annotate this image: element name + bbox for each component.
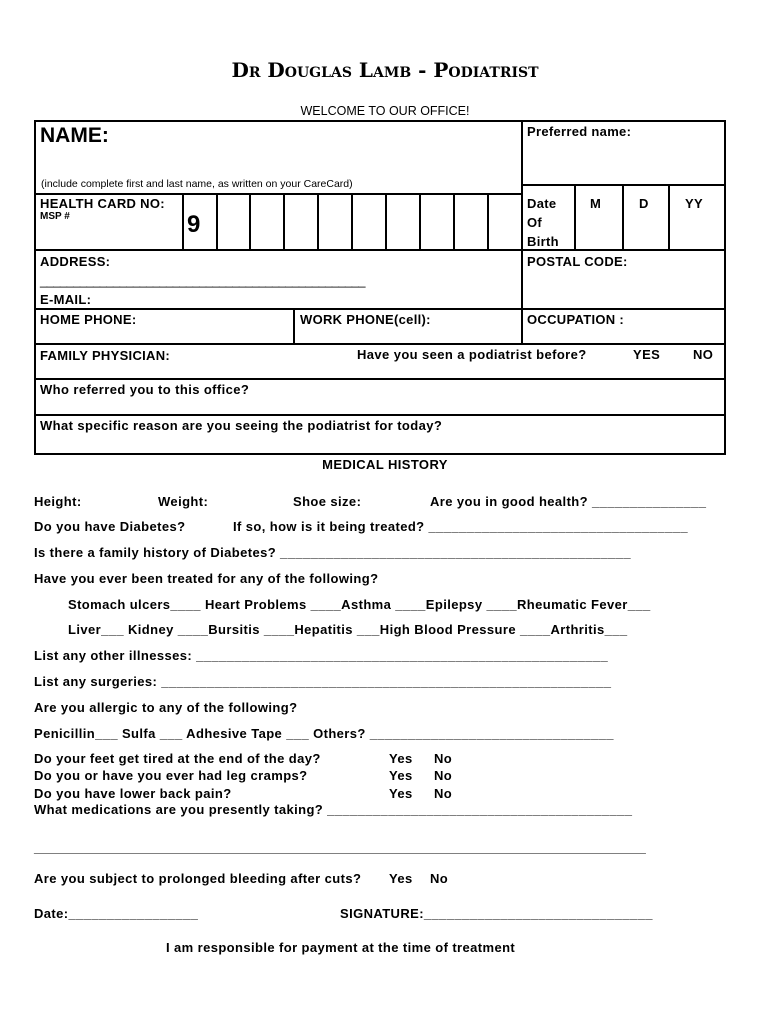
divider — [419, 193, 421, 250]
medications-question: What medications are you presently taking? ________________________________________ — [34, 802, 633, 817]
seen-podiatrist-yes: YES — [633, 347, 661, 362]
msp-label: MSP # — [40, 211, 70, 222]
bleeding-question: Are you subject to prolonged bleeding after cuts? — [34, 871, 362, 886]
divider — [351, 193, 353, 250]
divider — [34, 193, 522, 195]
reason-question: What specific reason are you seeing the podiatrist for today? — [40, 418, 443, 433]
allergic-question: Are you allergic to any of the following? — [34, 700, 298, 715]
divider — [453, 193, 455, 250]
dob-year-label: YY — [685, 196, 703, 211]
conditions-row-1: Stomach ulcers____ Heart Problems ____Asthma ____Epilepsy ____Rheumatic Fever___ — [68, 597, 651, 612]
divider — [182, 193, 184, 250]
bleeding-no: No — [430, 871, 449, 886]
other-illnesses-field: List any other illnesses: ______________________________________________________ — [34, 648, 609, 663]
dob-label: Of — [527, 215, 543, 230]
divider — [34, 343, 726, 345]
divider — [622, 184, 624, 250]
leg-cramps-question: Do you or have you ever had leg cramps? — [34, 768, 308, 783]
diabetes-treated-question: If so, how is it being treated? __________________________________ — [233, 519, 688, 534]
divider — [34, 378, 726, 380]
email-label: E-MAIL: — [40, 292, 92, 307]
shoe-size-label: Shoe size: — [293, 494, 362, 509]
home-phone-label: HOME PHONE: — [40, 312, 137, 327]
referred-question: Who referred you to this office? — [40, 382, 250, 397]
dob-day-label: D — [639, 196, 649, 211]
seen-podiatrist-question: Have you seen a podiatrist before? — [357, 347, 587, 362]
page-title: Dr Douglas Lamb - Podiatrist — [231, 58, 539, 82]
back-pain-no: No — [434, 786, 453, 801]
divider — [216, 193, 218, 250]
height-label: Height: — [34, 494, 82, 509]
back-pain-yes: Yes — [389, 786, 413, 801]
seen-podiatrist-no: NO — [693, 347, 714, 362]
feet-tired-no: No — [434, 751, 453, 766]
family-physician-label: FAMILY PHYSICIAN: — [40, 348, 171, 363]
divider — [385, 193, 387, 250]
medical-history-heading: MEDICAL HISTORY — [322, 457, 448, 472]
divider — [521, 184, 726, 186]
conditions-row-2: Liver___ Kidney ____Bursitis ____Hepatitis ___High Blood Pressure ____Arthritis___ — [68, 622, 628, 637]
divider — [487, 193, 489, 250]
preferred-name-label: Preferred name: — [527, 124, 632, 139]
back-pain-question: Do you have lower back pain? — [34, 786, 232, 801]
postal-code-label: POSTAL CODE: — [527, 254, 628, 269]
address-label: ADDRESS: — [40, 254, 111, 269]
family-diabetes-question: Is there a family history of Diabetes? ______________________________________________ — [34, 545, 632, 560]
welcome-text: WELCOME TO OUR OFFICE! — [300, 104, 470, 118]
leg-cramps-no: No — [434, 768, 453, 783]
good-health-question: Are you in good health? _______________ — [430, 494, 707, 509]
health-card-label: HEALTH CARD NO: — [40, 196, 165, 211]
address-line: _________________________________________________ — [40, 273, 365, 288]
treated-question: Have you ever been treated for any of the following? — [34, 571, 379, 586]
weight-label: Weight: — [158, 494, 209, 509]
date-field: Date:_________________ — [34, 906, 199, 921]
payment-statement: I am responsible for payment at the time of treatment — [166, 940, 516, 955]
occupation-label: OCCUPATION : — [527, 312, 624, 327]
leg-cramps-yes: Yes — [389, 768, 413, 783]
dob-month-label: M — [590, 196, 602, 211]
health-card-prefix: 9 — [187, 211, 201, 238]
medications-line: _______________________________________________________________________________________ — [34, 840, 646, 855]
dob-label: Birth — [527, 234, 559, 249]
dob-label: Date — [527, 196, 557, 211]
diabetes-question: Do you have Diabetes? — [34, 519, 186, 534]
divider — [34, 414, 726, 416]
feet-tired-question: Do your feet get tired at the end of the day? — [34, 751, 321, 766]
work-phone-label: WORK PHONE(cell): — [300, 312, 431, 327]
divider — [249, 193, 251, 250]
divider — [34, 308, 726, 310]
divider — [574, 184, 576, 250]
name-label: NAME: — [40, 124, 109, 147]
divider — [668, 184, 670, 250]
surgeries-field: List any surgeries: ___________________________________________________________ — [34, 674, 612, 689]
signature-field: SIGNATURE:______________________________ — [340, 906, 653, 921]
divider — [521, 120, 523, 344]
divider — [293, 308, 295, 344]
bleeding-yes: Yes — [389, 871, 413, 886]
divider — [283, 193, 285, 250]
feet-tired-yes: Yes — [389, 751, 413, 766]
divider — [317, 193, 319, 250]
allergies-row: Penicillin___ Sulfa ___ Adhesive Tape ___ Others? ________________________________ — [34, 726, 614, 741]
name-note: (include complete first and last name, as written on your CareCard) — [41, 178, 353, 190]
